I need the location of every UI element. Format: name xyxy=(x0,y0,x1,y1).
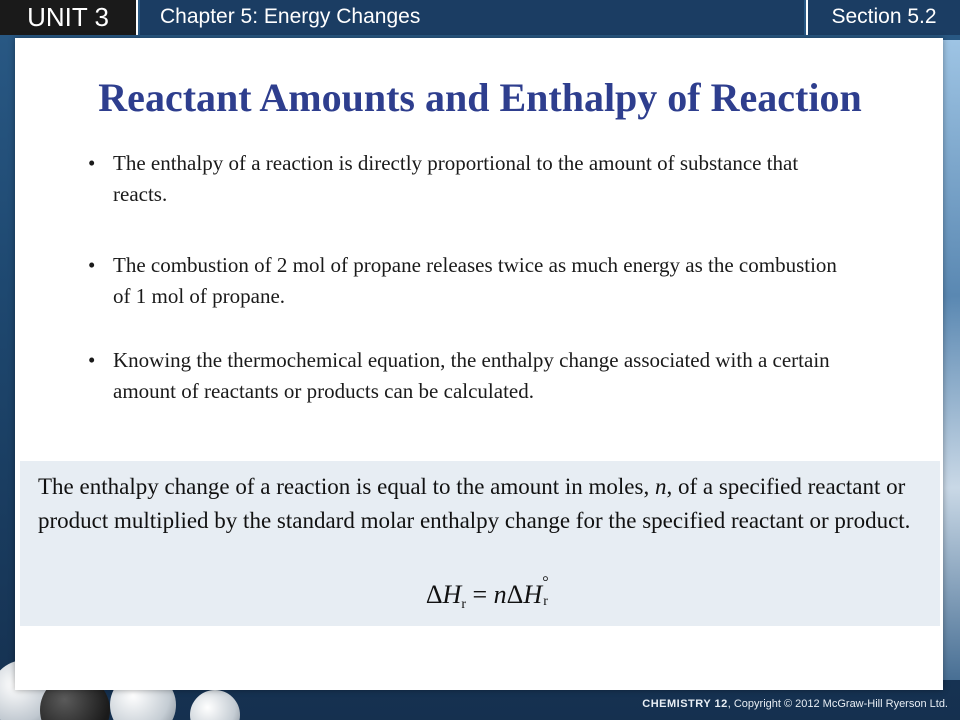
definition-variable: n xyxy=(654,474,667,499)
slide-title: Reactant Amounts and Enthalpy of Reaction xyxy=(98,75,862,120)
section-label: Section 5.2 xyxy=(806,0,960,35)
equation-h-symbol: H xyxy=(442,580,462,609)
equation-equals: = xyxy=(472,580,488,609)
unit-label: UNIT 3 xyxy=(0,0,138,35)
bullet-list xyxy=(88,148,848,407)
equation-n: n xyxy=(493,580,507,609)
bullet-item: • The combustion of 2 mol of propane releases twice as much energy as the combustion of 1 mol of propane. xyxy=(88,250,848,312)
definition-text-before: The enthalpy change of a reaction is equal to the amount in moles, xyxy=(38,474,655,499)
equation-delta: Δ xyxy=(425,580,443,609)
equation-superscript: ° xyxy=(542,574,549,591)
equation-subscript: r xyxy=(461,597,466,612)
bullet-item: • Knowing the thermochemical equation, the enthalpy change associated with a certain amount of reactants or products can be calculated. xyxy=(88,345,848,407)
equation-sup-sub xyxy=(542,574,554,609)
chapter-label: Chapter 5: Energy Changes xyxy=(140,0,804,35)
footer-copyright-text: , Copyright © 2012 McGraw-Hill Ryerson Ltd. xyxy=(727,698,948,710)
definition-text xyxy=(38,470,928,538)
bullet-item: • The enthalpy of a reaction is directly proportional to the amount of substance that reacts. xyxy=(88,148,848,210)
footer-brand: CHEMISTRY 12 xyxy=(642,698,728,710)
equation-subscript: r xyxy=(543,594,548,609)
equation-h-symbol: H xyxy=(523,580,543,609)
enthalpy-equation xyxy=(0,574,960,613)
definition-text-after: , of a specified reactant or product multiplied by the standard molar enthalpy change for the specified reactant or product. xyxy=(38,474,911,533)
equation-delta: Δ xyxy=(506,580,524,609)
footer-copyright xyxy=(642,692,948,716)
